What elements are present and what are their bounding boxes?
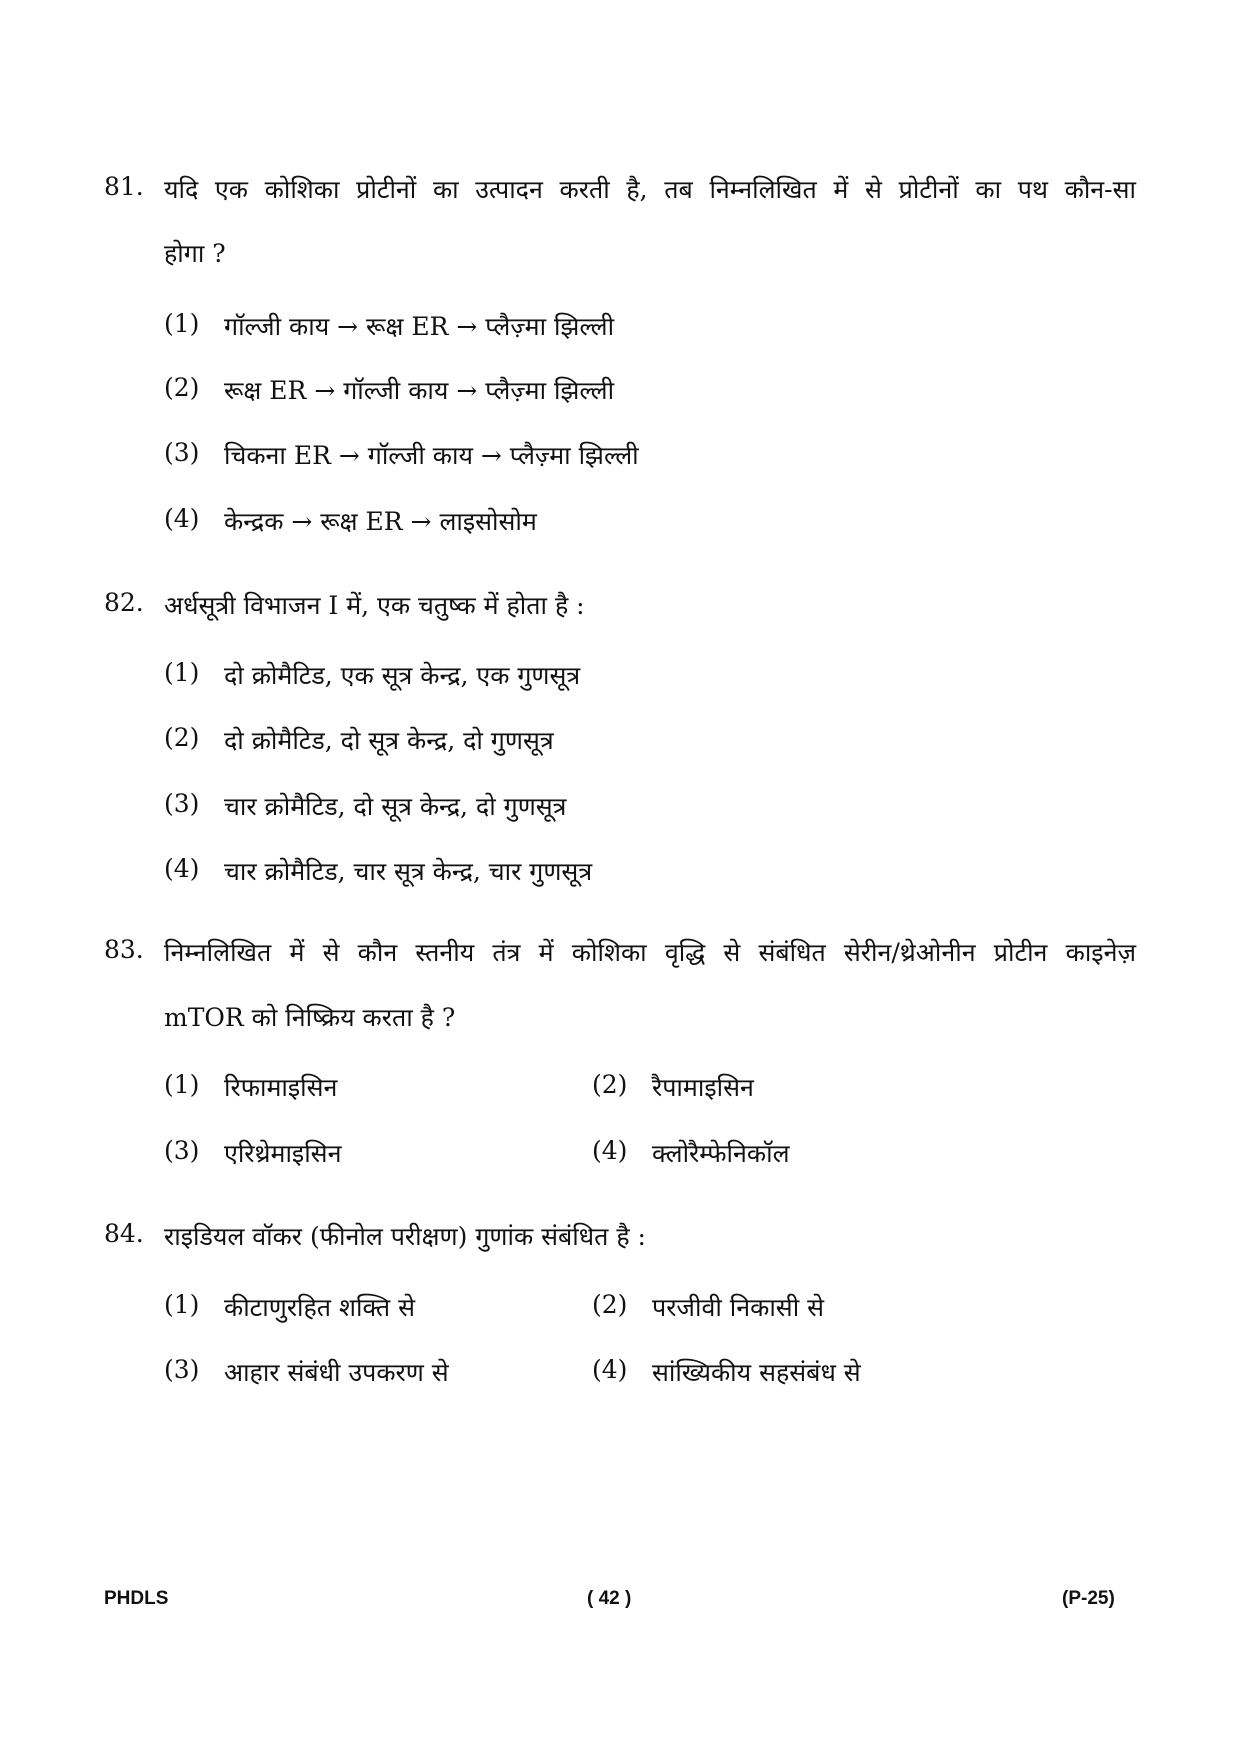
question-text-continued: होगा ? xyxy=(164,239,226,268)
option-number: (3) xyxy=(164,1136,200,1165)
option-number: (4) xyxy=(592,1355,628,1384)
option-number: (2) xyxy=(164,373,200,402)
option-text: चिकना ER → गॉल्जी काय → प्लैज़्मा झिल्ली xyxy=(224,441,639,470)
option-number: (3) xyxy=(164,1355,200,1384)
option-text: केन्द्रक → रूक्ष ER → लाइसोसोम xyxy=(224,507,537,536)
option-number: (1) xyxy=(164,309,200,338)
question-text: राइडियल वॉकर (फीनोल परीक्षण) गुणांक संबंधित है : xyxy=(164,1222,646,1251)
option-text: आहार संबंधी उपकरण से xyxy=(224,1358,449,1387)
page-number: ( 42 ) xyxy=(587,1588,632,1609)
option-number: (4) xyxy=(164,854,200,883)
option-text: क्लोरैम्फेनिकॉल xyxy=(652,1139,790,1168)
option-number: (2) xyxy=(592,1290,628,1319)
option-number: (4) xyxy=(592,1136,628,1165)
option-text: दो क्रोमैटिड, एक सूत्र केन्द्र, एक गुणसूत्र xyxy=(224,661,581,690)
question-number: 82. xyxy=(104,588,144,617)
option-number: (1) xyxy=(164,1070,200,1099)
option-text: सांख्यिकीय सहसंबंध से xyxy=(652,1358,861,1387)
option-text: चार क्रोमैटिड, चार सूत्र केन्द्र, चार गुणसूत्र xyxy=(224,857,593,886)
option-number: (1) xyxy=(164,658,200,687)
footer-paper-code: (P-25) xyxy=(1062,1588,1115,1609)
option-number: (4) xyxy=(164,504,200,533)
question-text-continued: mTOR को निष्क्रिय करता है ? xyxy=(164,1003,456,1032)
question-number: 84. xyxy=(104,1219,144,1248)
question-number: 81. xyxy=(104,172,144,201)
option-text: गॉल्जी काय → रूक्ष ER → प्लैज़्मा झिल्ली xyxy=(224,312,615,341)
footer-code: PHDLS xyxy=(104,1588,169,1609)
option-text: परजीवी निकासी से xyxy=(652,1293,825,1322)
option-text: एरिथ्रेमाइसिन xyxy=(224,1139,342,1168)
option-text: कीटाणुरहित शक्ति से xyxy=(224,1293,415,1322)
question-text: अर्धसूत्री विभाजन I में, एक चतुष्क में होता है : xyxy=(164,591,585,620)
option-number: (2) xyxy=(592,1070,628,1099)
option-text: दो क्रोमैटिड, दो सूत्र केन्द्र, दो गुणसूत्र xyxy=(224,726,554,755)
question-text: निम्नलिखित में से कौन स्तनीय तंत्र में कोशिका वृद्धि से संबंधित सेरीन/थ्रेओनीन प्रोटीन काइनेज़ xyxy=(164,938,1136,967)
option-number: (3) xyxy=(164,789,200,818)
option-number: (2) xyxy=(164,723,200,752)
option-text: चार क्रोमैटिड, दो सूत्र केन्द्र, दो गुणसूत्र xyxy=(224,792,567,821)
option-number: (3) xyxy=(164,438,200,467)
question-text: यदि एक कोशिका प्रोटीनों का उत्पादन करती है, तब निम्नलिखित में से प्रोटीनों का पथ कौन-सा xyxy=(164,175,1136,204)
option-text: रैपामाइसिन xyxy=(652,1073,754,1102)
option-text: रूक्ष ER → गॉल्जी काय → प्लैज़्मा झिल्ली xyxy=(224,376,615,405)
option-text: रिफामाइसिन xyxy=(224,1073,338,1102)
option-number: (1) xyxy=(164,1290,200,1319)
question-number: 83. xyxy=(104,935,144,964)
